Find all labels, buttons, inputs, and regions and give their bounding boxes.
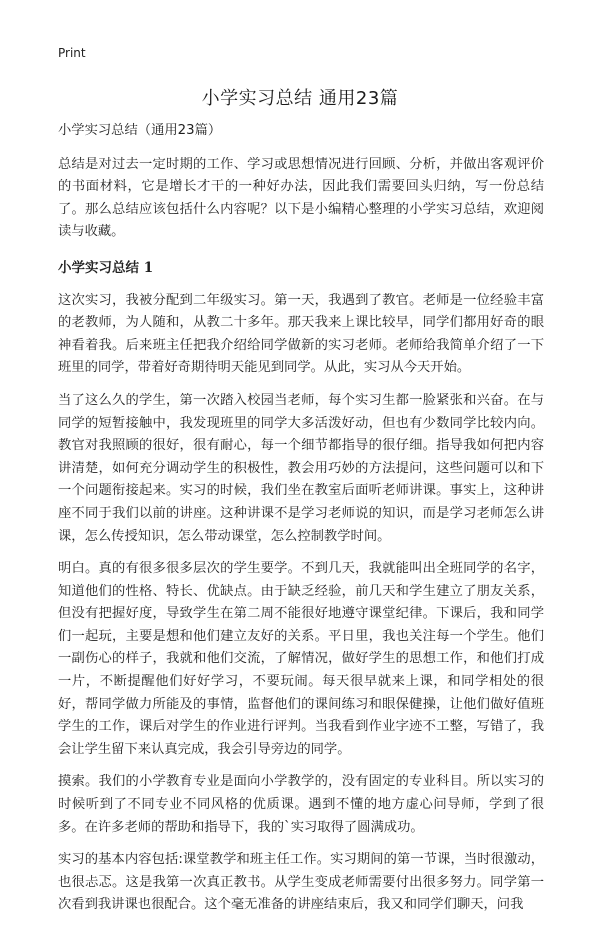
document-title: 小学实习总结 通用23篇: [201, 88, 399, 109]
intro-paragraph: 总结是对过去一定时期的工作、学习或思想情况进行回顾、分析，并做出客观评价的书面材料，它是增长才干的一种好办法，因此我们需要回头归纳，写一份总结了。那么总结应该包括什么内容呢？以下是小编精心整理的小学实习总结，欢迎阅读与收藏。: [58, 156, 544, 240]
body-paragraph-1: 这次实习，我被分配到二年级实习。第一天，我遇到了教官。老师是一位经验丰富的老教师，为人随和，从教二十多年。那天我来上课比较早，同学们都用好奇的眼神看着我。后来班主任把我介绍给同学做新的实习老师。老师给我简单介绍了一下班里的同学，带着好奇期待明天能见到同学。从此，实习从今天开始。: [58, 292, 544, 376]
document-body: [58, 120, 544, 927]
document-subtitle: 小学实习总结（通用23篇）: [58, 123, 222, 138]
body-paragraph-3: 明白。真的有很多很多层次的学生要学。不到几天，我就能叫出全班同学的名字，知道他们的性格、特长、优缺点。由于缺乏经验，前几天和学生建立了朋友关系，但没有把握好度，导致学生在第二周不能很好地遵守课堂纪律。下课后，我和同学们一起玩，主要是想和他们建立友好的关系。平日里，我也关注每一个学生。他们一副伤心的样子，我就和他们交流，了解情况，做好学生的思想工作，和他们打成一片，不断提醒他们好好学习，不要玩闹。每天很早就来上课，和同学相处的很好，帮同学做力所能及的事情，监督他们的课间练习和眼保健操，让他们做好值班学生的工作，课后对学生的作业进行评判。当我看到作业字迹不工整，写错了，我会让学生留下来认真完成，我会引导旁边的同学。: [58, 561, 544, 757]
body-paragraph-2: 当了这么久的学生，第一次踏入校园当老师，每个实习生都一脸紧张和兴奋。在与同学的短暂接触中，我发现班里的同学大多活泼好动，但也有少数同学比较内向。教官对我照顾的很好，很有耐心，每一个细节都指导的很仔细。指导我如何把内容讲清楚，如何充分调动学生的积极性，教会用巧妙的方法提问，这些问题可以和下一个问题衔接起来。实习的时候，我们坐在教室后面听老师讲课。事实上，这种讲座不同于我们以前的讲座。这种讲课不是学习老师说的知识，而是学习老师怎么讲课，怎么传授知识，怎么带动课堂，怎么控制教学时间。: [58, 392, 544, 544]
body-paragraph-4: 摸索。我们的小学教育专业是面向小学教学的，没有固定的专业科目。所以实习的时候听到了不同专业不同风格的优质课。遇到不懂的地方虚心问导师，学到了很多。在许多老师的帮助和指导下，我的`实习取得了圆满成功。: [58, 774, 544, 835]
print-link[interactable]: Print: [58, 46, 86, 60]
body-paragraph-5: 实习的基本内容包括:课堂教学和班主任工作。实习期间的第一节课，当时很激动，也很忐忑。这是我第一次真正教书。从学生变成老师需要付出很多努力。同学第一次看到我讲课也很配合。这个毫无准备的讲座结束后，我又和同学们聊天，问我: [58, 852, 544, 913]
section-heading: 小学实习总结 1: [58, 259, 154, 276]
